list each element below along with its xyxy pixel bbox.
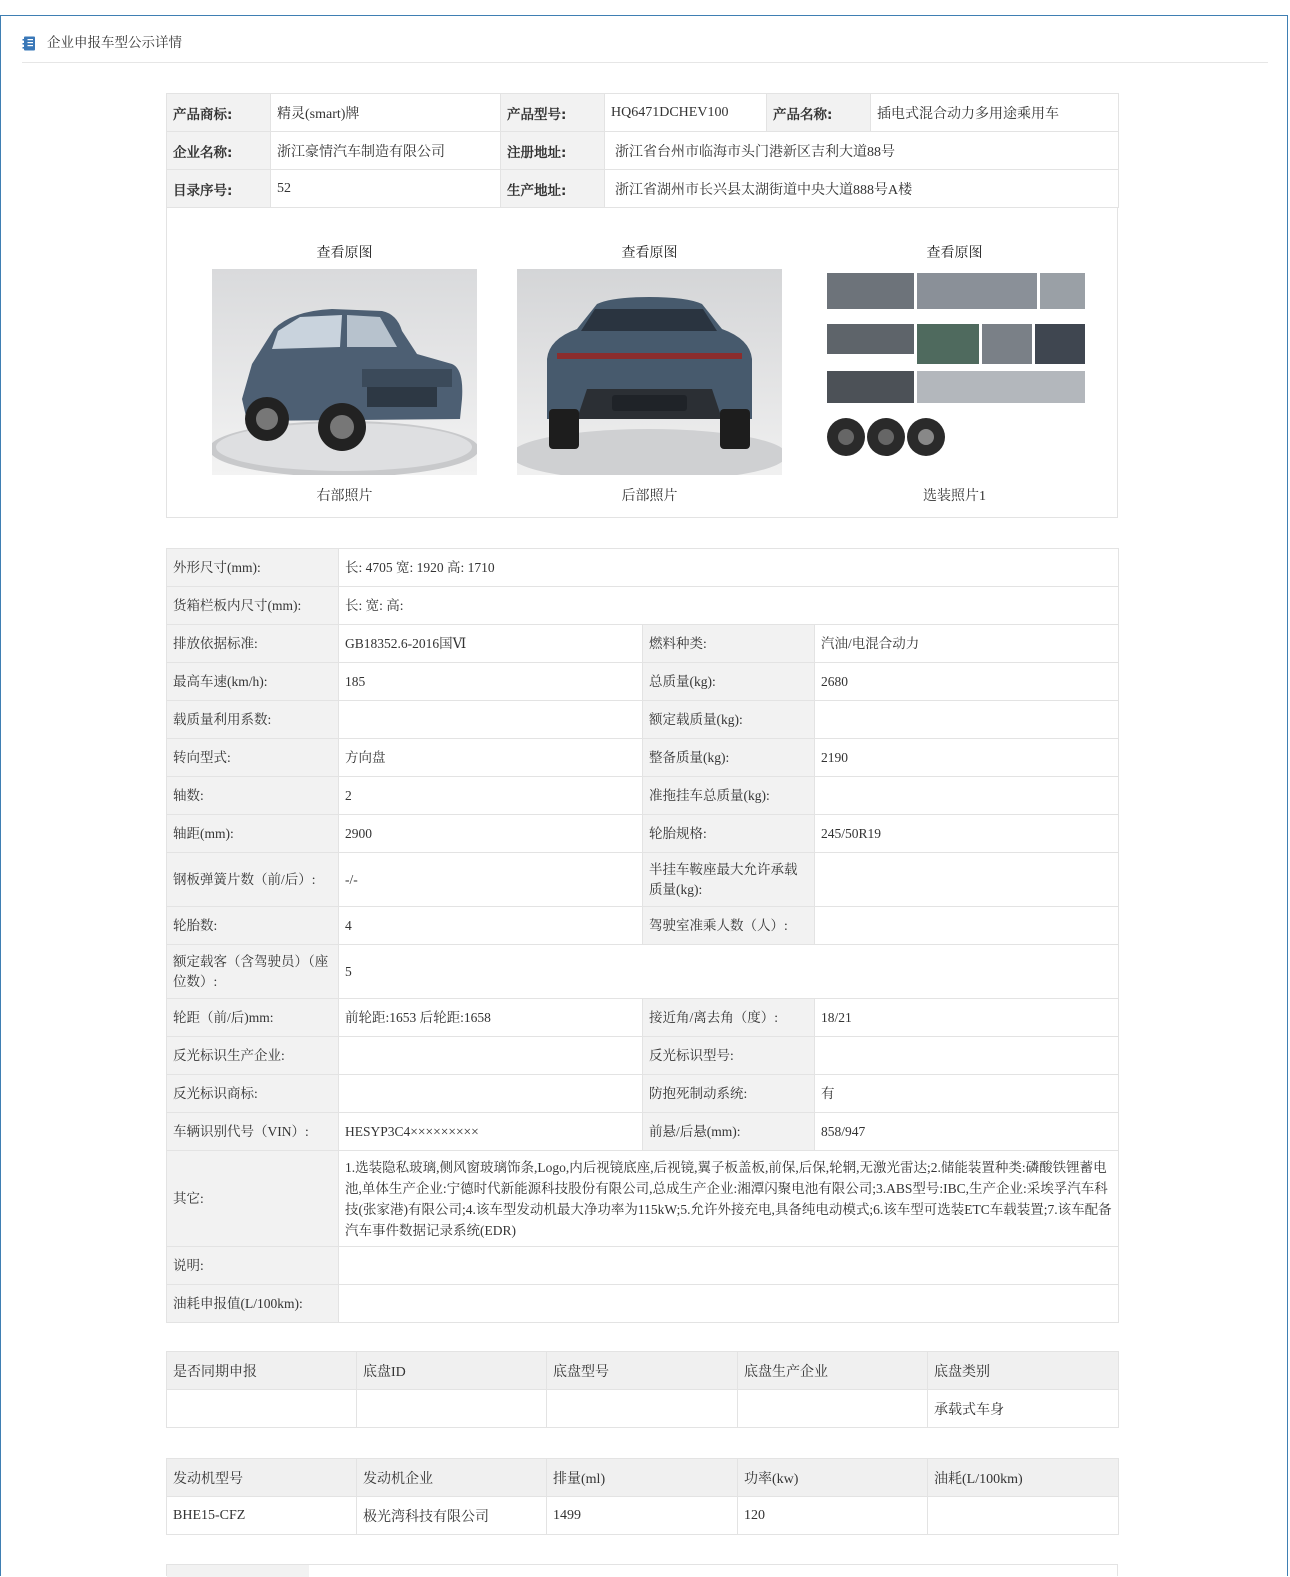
spec-table — [166, 548, 1119, 1323]
photo-rear — [517, 243, 782, 506]
view-original-link[interactable]: 查看原图 — [621, 245, 678, 261]
table-header: 功率(kw) — [738, 1459, 928, 1497]
angle-label: 接近角/离去角（度）: — [643, 999, 815, 1037]
page-header — [22, 35, 1268, 63]
dims-label: 外形尺寸(mm): — [167, 549, 339, 587]
product-name-value: 插电式混合动力多用途乘用车 — [871, 94, 1119, 132]
photo-caption: 后部照片 — [621, 489, 678, 504]
table-cell — [928, 1497, 1119, 1535]
table-cell: 120 — [738, 1497, 928, 1535]
steering-label: 转向型式: — [167, 739, 339, 777]
wheelbase-value: 2900 — [339, 815, 643, 853]
tire-spec-value: 245/50R19 — [815, 815, 1119, 853]
abs-value: 有 — [815, 1075, 1119, 1113]
basic-info-table — [166, 93, 1119, 208]
photo-optional — [822, 243, 1087, 506]
track-label: 轮距（前/后)mm: — [167, 999, 339, 1037]
fuel-declared-label: 油耗申报值(L/100km): — [167, 1285, 339, 1323]
engine-table — [166, 1458, 1119, 1535]
max-speed-label: 最高车速(km/h): — [167, 663, 339, 701]
vin-value: HESYP3C4××××××××× — [339, 1113, 643, 1151]
reg-address-value: 浙江省台州市临海市头门港新区吉利大道88号 — [605, 132, 1119, 170]
model-value: HQ6471DCHEV100 — [605, 94, 767, 132]
brand-label: 产品商标: — [167, 94, 271, 132]
track-value: 前轮距:1653 后轮距:1658 — [339, 999, 643, 1037]
other-label: 其它: — [167, 1151, 339, 1247]
table-cell: BHE15-CFZ — [167, 1497, 357, 1535]
load-coef-value — [339, 701, 643, 739]
rated-load-label: 额定载质量(kg): — [643, 701, 815, 739]
prod-address-value: 浙江省湖州市长兴县太湖街道中央大道888号A楼 — [605, 170, 1119, 208]
overhang-value: 858/947 — [815, 1113, 1119, 1151]
fuel-declared-value — [339, 1285, 1119, 1323]
tire-count-value: 4 — [339, 907, 643, 945]
table-cell — [738, 1390, 928, 1428]
axles-label: 轴数: — [167, 777, 339, 815]
reflector-brand-label: 反光标识商标: — [167, 1075, 339, 1113]
curb-mass-label: 整备质量(kg): — [643, 739, 815, 777]
leaf-spring-label: 钢板弹簧片数（前/后）: — [167, 853, 339, 907]
dims-value: 长: 4705 宽: 1920 高: 1710 — [339, 549, 1119, 587]
table-cell: 极光湾科技有限公司 — [357, 1497, 547, 1535]
leaf-spring-value: -/- — [339, 853, 643, 907]
car-right-photo[interactable] — [212, 269, 477, 475]
table-cell — [357, 1390, 547, 1428]
trailer-mass-value — [815, 777, 1119, 815]
cargo-value: 长: 宽: 高: — [339, 587, 1119, 625]
cab-seats-label: 驾驶室准乘人数（人）: — [643, 907, 815, 945]
passenger-value: 5 — [339, 945, 1119, 999]
product-name-label: 产品名称: — [767, 94, 871, 132]
table-cell — [547, 1390, 738, 1428]
optional-parts-photo[interactable] — [822, 269, 1087, 475]
reflector-maker-value — [339, 1037, 643, 1075]
emission-label: 排放依据标准: — [167, 625, 339, 663]
view-original-link[interactable]: 查看原图 — [926, 245, 983, 261]
reflector-model-value — [815, 1037, 1119, 1075]
reflector-model-label: 反光标识型号: — [643, 1037, 815, 1075]
table-cell — [167, 1390, 357, 1428]
curb-mass-value: 2190 — [815, 739, 1119, 777]
fuel-type-label: 燃料种类: — [643, 625, 815, 663]
table-header: 底盘ID — [357, 1352, 547, 1390]
table-header: 底盘类别 — [928, 1352, 1119, 1390]
reflector-brand-value — [339, 1075, 643, 1113]
vin-label: 车辆识别代号（VIN）: — [167, 1113, 339, 1151]
reg-address-label: 注册地址: — [501, 132, 605, 170]
next-table-label-cell — [167, 1565, 309, 1577]
company-value: 浙江豪情汽车制造有限公司 — [271, 132, 501, 170]
table-cell: 承载式车身 — [928, 1390, 1119, 1428]
note-label: 说明: — [167, 1247, 339, 1285]
abs-label: 防抱死制动系统: — [643, 1075, 815, 1113]
table-header: 发动机型号 — [167, 1459, 357, 1497]
total-mass-label: 总质量(kg): — [643, 663, 815, 701]
table-header: 发动机企业 — [357, 1459, 547, 1497]
photo-caption: 右部照片 — [316, 489, 373, 504]
company-label: 企业名称: — [167, 132, 271, 170]
total-mass-value: 2680 — [815, 663, 1119, 701]
trailer-mass-label: 准拖挂车总质量(kg): — [643, 777, 815, 815]
photo-right — [212, 243, 477, 506]
angle-value: 18/21 — [815, 999, 1119, 1037]
passenger-label: 额定载客（含驾驶员）（座位数）: — [167, 945, 339, 999]
notebook-icon — [22, 36, 36, 51]
cargo-label: 货箱栏板内尺寸(mm): — [167, 587, 339, 625]
model-label: 产品型号: — [501, 94, 605, 132]
photo-gallery — [166, 208, 1118, 518]
table-header: 是否同期申报 — [167, 1352, 357, 1390]
prod-address-label: 生产地址: — [501, 170, 605, 208]
saddle-load-label: 半挂车鞍座最大允许承载质量(kg): — [643, 853, 815, 907]
view-original-link[interactable]: 查看原图 — [316, 245, 373, 261]
wheelbase-label: 轴距(mm): — [167, 815, 339, 853]
chassis-table — [166, 1351, 1119, 1428]
next-table-edge — [166, 1564, 1118, 1576]
catalog-label: 目录序号: — [167, 170, 271, 208]
cab-seats-value — [815, 907, 1119, 945]
catalog-value: 52 — [271, 170, 501, 208]
saddle-load-value — [815, 853, 1119, 907]
tire-count-label: 轮胎数: — [167, 907, 339, 945]
reflector-maker-label: 反光标识生产企业: — [167, 1037, 339, 1075]
max-speed-value: 185 — [339, 663, 643, 701]
page-title: 企业申报车型公示详情 — [47, 35, 182, 51]
photo-caption: 选装照片1 — [923, 489, 986, 504]
table-header: 底盘生产企业 — [738, 1352, 928, 1390]
table-header: 油耗(L/100km) — [928, 1459, 1119, 1497]
table-header: 底盘型号 — [547, 1352, 738, 1390]
other-value: 1.选装隐私玻璃,侧风窗玻璃饰条,Logo,内后视镜底座,后视镜,翼子板盖板,前保,后保,轮辋,无激光雷达;2.储能装置种类:磷酸铁锂蓄电池,单体生产企业:宁德时代新能源科技股份有限公司,总成生产企业:湘潭闪聚电池有限公司;3.ABS型号:IBC,生产企业:采埃孚汽车科技(张家港)有限公司;4.该车型发动机最大净功率为115kW;5.允许外接充电,具备纯电动模式;6.该车型可选装ETC车载装置;7.该车配备汽车事件数据记录系统(EDR) — [339, 1151, 1119, 1247]
brand-value: 精灵(smart)牌 — [271, 94, 501, 132]
load-coef-label: 载质量利用系数: — [167, 701, 339, 739]
table-cell: 1499 — [547, 1497, 738, 1535]
axles-value: 2 — [339, 777, 643, 815]
fuel-type-value: 汽油/电混合动力 — [815, 625, 1119, 663]
tire-spec-label: 轮胎规格: — [643, 815, 815, 853]
table-header: 排量(ml) — [547, 1459, 738, 1497]
note-value — [339, 1247, 1119, 1285]
steering-value: 方向盘 — [339, 739, 643, 777]
car-rear-photo[interactable] — [517, 269, 782, 475]
rated-load-value — [815, 701, 1119, 739]
emission-value: GB18352.6-2016国Ⅵ — [339, 625, 643, 663]
overhang-label: 前悬/后悬(mm): — [643, 1113, 815, 1151]
